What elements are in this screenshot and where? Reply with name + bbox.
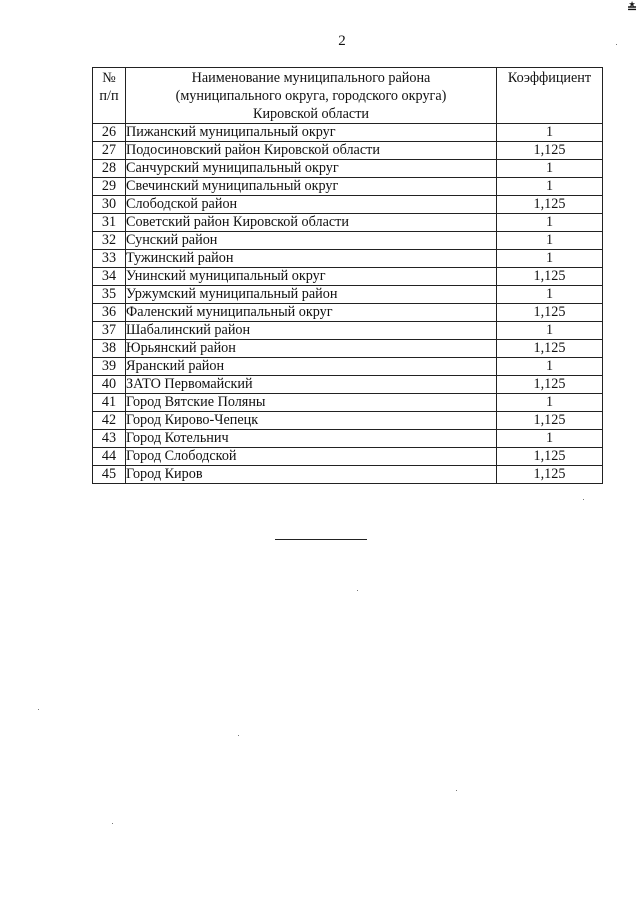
row-number: 33 [93,250,126,268]
table-row [93,268,603,286]
row-number: 34 [93,268,126,286]
table-row [93,160,603,178]
row-coefficient: 1 [497,394,603,412]
page-number: 2 [338,33,346,49]
row-name: Город Кирово-Чепецк [126,412,497,430]
closing-rule [275,539,367,540]
scan-speck [112,823,113,824]
row-name: Унинский муниципальный округ [126,268,497,286]
row-number: 41 [93,394,126,412]
scan-speck [238,735,239,736]
row-number: 26 [93,124,126,142]
header-coefficient-text: Коэффициент [507,70,592,86]
table-row [93,124,603,142]
row-coefficient: 1 [497,250,603,268]
row-name: Уржумский муниципальный район [126,286,497,304]
table-row [93,358,603,376]
row-coefficient: 1 [497,358,603,376]
row-name: Подосиновский район Кировской области [126,142,497,160]
table-row [93,286,603,304]
row-number: 36 [93,304,126,322]
row-number: 43 [93,430,126,448]
row-coefficient: 1,125 [497,448,603,466]
table-row [93,196,603,214]
row-name: Город Киров [126,466,497,484]
row-coefficient: 1,125 [497,304,603,322]
row-coefficient: 1 [497,322,603,340]
row-name: Фаленский муниципальный округ [126,304,497,322]
row-number: 32 [93,232,126,250]
row-name: Юрьянский район [126,340,497,358]
row-coefficient: 1,125 [497,268,603,286]
row-name: Город Котельнич [126,430,497,448]
row-name: Санчурский муниципальный округ [126,160,497,178]
table-row [93,250,603,268]
row-name: Слободской район [126,196,497,214]
row-number: 45 [93,466,126,484]
row-number: 37 [93,322,126,340]
table-row [93,430,603,448]
table-row [93,448,603,466]
header-coefficient [497,68,603,124]
row-name: ЗАТО Первомайский [126,376,497,394]
table-row [93,322,603,340]
scan-speck [583,499,584,500]
table-row [93,466,603,484]
row-number: 29 [93,178,126,196]
row-coefficient: 1 [497,430,603,448]
row-coefficient: 1,125 [497,376,603,394]
row-name: Советский район Кировской области [126,214,497,232]
row-number: 40 [93,376,126,394]
row-coefficient: 1,125 [497,340,603,358]
table-row [93,412,603,430]
table-row [93,178,603,196]
scan-speck [38,709,39,710]
table-header-row [93,68,603,124]
row-number: 38 [93,340,126,358]
row-name: Свечинский муниципальный округ [126,178,497,196]
table-row [93,232,603,250]
header-name-text: Наименование муниципального района (муниципального округа, городского округа) Кировской области [175,70,447,122]
row-coefficient: 1 [497,178,603,196]
table-row [93,214,603,232]
header-number-text: № п/п [99,70,119,104]
row-name: Город Вятские Поляны [126,394,497,412]
row-name: Яранский район [126,358,497,376]
table-row [93,340,603,358]
row-name: Тужинский район [126,250,497,268]
row-number: 31 [93,214,126,232]
table-body [93,124,603,484]
row-coefficient: 1 [497,124,603,142]
table-row [93,304,603,322]
row-coefficient: 1 [497,214,603,232]
row-coefficient: 1 [497,232,603,250]
row-coefficient: 1 [497,286,603,304]
header-number [93,68,126,124]
row-name: Город Слободской [126,448,497,466]
row-number: 39 [93,358,126,376]
table-row [93,376,603,394]
row-number: 44 [93,448,126,466]
row-name: Сунский район [126,232,497,250]
table-row [93,394,603,412]
row-number: 27 [93,142,126,160]
table-row [93,142,603,160]
row-name: Пижанский муниципальный округ [126,124,497,142]
scan-speck [456,790,457,791]
corner-mark: ≛ [627,1,638,15]
coefficient-table [92,67,603,484]
row-number: 28 [93,160,126,178]
row-coefficient: 1,125 [497,142,603,160]
scan-speck [616,44,617,45]
row-coefficient: 1 [497,160,603,178]
row-coefficient: 1,125 [497,412,603,430]
scan-speck [357,590,358,591]
row-number: 30 [93,196,126,214]
row-number: 42 [93,412,126,430]
row-coefficient: 1,125 [497,196,603,214]
row-number: 35 [93,286,126,304]
header-name [126,68,497,124]
row-name: Шабалинский район [126,322,497,340]
row-coefficient: 1,125 [497,466,603,484]
